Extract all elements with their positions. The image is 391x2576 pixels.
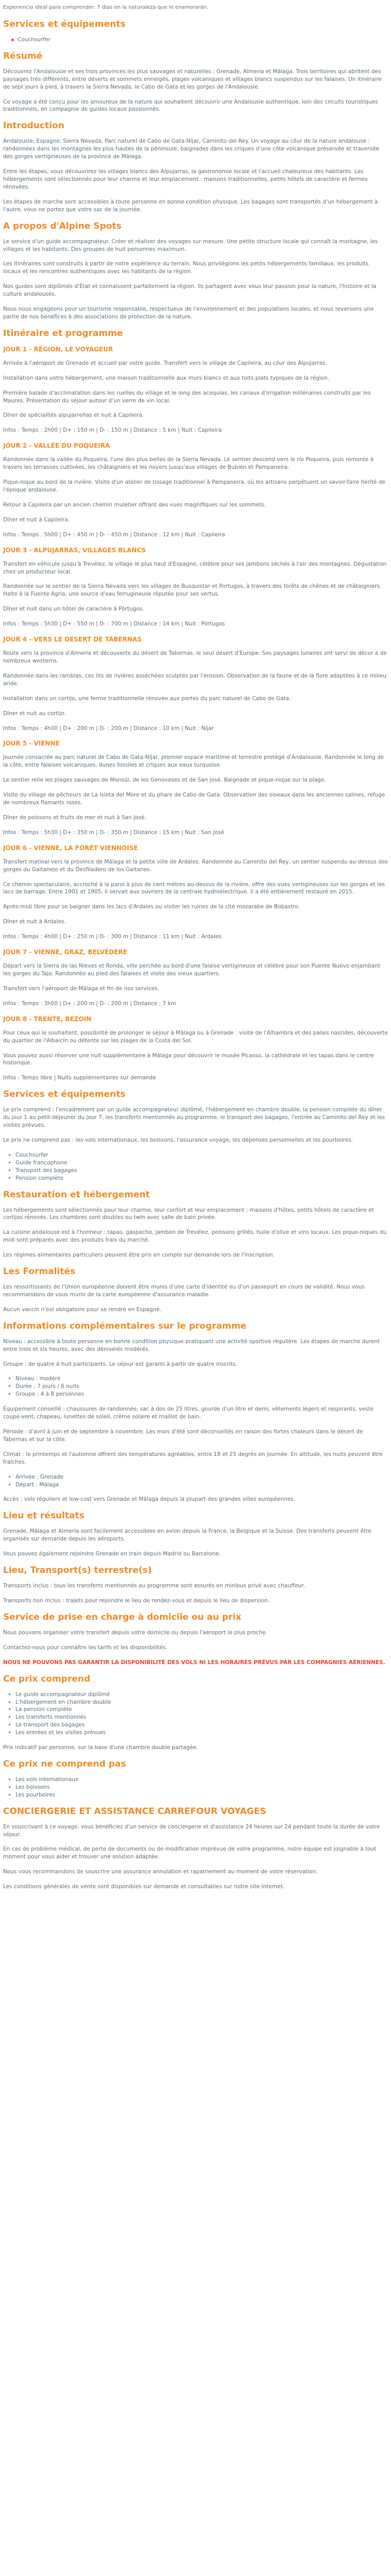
day-paragraph: Randonnée sur le sentier de la Sierra Nevada vers les villages de Busquistar et Portugos, à travers des forêts de chênes et de châtaigniers. Halte à la Fuente Agria, une source d'eau ferrugineuse réputée pour ses vertus. — [3, 583, 382, 598]
day-paragraph: Le sentier relie les plages sauvages de Monsúl, de los Genoveses et de San José. Baignade et pique-nique sur la plage. — [3, 777, 326, 784]
day-paragraph: Dîner de spécialités alpujarreñas et nuit à Capileira. — [3, 412, 144, 419]
day-paragraph: Pour ceux qui le souhaitent, possibilité de prolonger le séjour à Málaga ou à Grenade : visite de l'Alhambra et des palais nasrides, découverte du quartier de l'Albaicín ou détente sur les plages de la Costa del Sol. — [3, 1029, 388, 1044]
services-list — [3, 36, 388, 44]
day-block — [3, 546, 388, 628]
day-paragraph: Première balade d'acclimatation dans les ruelles du village et le long des acequias, les canaux d'irrigation millénaires construits par les Maures. Présentation du séjour autour d'un verre de vin local. — [3, 389, 371, 404]
day-title: JOUR 4 - VERS LE DÉSERT DE TABERNAS — [3, 636, 142, 643]
section-title-insurance: CONCIERGERIE ET ASSISTANCE CARREFOUR VOYAGES — [3, 1806, 267, 1817]
included-list — [3, 1151, 388, 1182]
conditions-paragraph: Les hébergements sont sélectionnés pour leur charme, leur confort et leur emplacement : maisons d'hôtes, petits hôtels de caractère et cortijos rénovés. Les chambres sont doubles ou twin avec salle de bain privée. — [3, 1207, 374, 1221]
transport-paragraph: Transports inclus : tous les transferts mentionnés au programme sont assurés en minibus privé avec chauffeur. — [3, 1583, 305, 1589]
day-paragraph: Dîner et nuit dans un hôtel de caractère à Pórtugos. — [3, 606, 144, 613]
practical-list — [3, 1473, 388, 1489]
day-paragraph: Transfert vers l'aéroport de Málaga et fin de nos services. — [3, 985, 159, 992]
intro-paragraph: Entre les étapes, vous découvrirez les villages blancs des Alpujarras, la gastronomie locale et l'accueil chaleureux des habitants. Les hébergements sont sélectionnés pour leur charme et leur emplacement : maisons traditionnelles, petits hôtels de caractère et fermes rénovées. — [3, 168, 368, 190]
not-included-item: • Les vols internationaux — [15, 1776, 388, 1784]
transport-paragraph: Transports non inclus : trajets pour rejoindre le lieu de rendez-vous et depuis le lieu de dispersion. — [3, 1597, 270, 1604]
day-paragraph: Retour à Capileira par un ancien chemin muletier offrant des vues magnifiques sur les sommets. — [3, 501, 266, 508]
section-title-access: Lieu et résultats — [3, 1511, 85, 1521]
day-paragraph: Dîner et nuit à Capileira. — [3, 516, 70, 523]
included-paragraph: Le prix ne comprend pas : les vols internationaux, les boissons, l'assurance voyage, les dépenses personnelles et les pourboires. — [3, 1137, 353, 1143]
day-paragraph: Dîner de poissons et fruits de mer et nuit à San José. — [3, 814, 146, 821]
section-title-service-booking: Service de prise en charge à domicile ou au prix — [3, 1612, 241, 1622]
day-info: Infos : Temps : 4h00 | D+ : 200 m | D- : 200 m | Distance : 10 km | Nuit : Níjar — [3, 725, 214, 732]
prix-item: • Les entrées et les visites prévues — [15, 1729, 388, 1737]
access-paragraph: Vous pouvez également rejoindre Grenade en train depuis Madrid ou Barcelone. — [3, 1551, 221, 1557]
prix-note: Prix indicatif par personne, sur la base d'une chambre double partagée. — [3, 1744, 199, 1751]
booking-paragraph: Contactez-nous pour connaître les tarifs et les disponibilités. — [3, 1644, 168, 1651]
day-block — [3, 635, 388, 732]
services-item: Couchsurfer — [11, 36, 388, 44]
day-paragraph: Journée consacrée au parc naturel de Cabo de Gata-Níjar, premier espace maritime et terrestre protégé d'Andalousie. Randonnée le long de la côte, entre falaises volcaniques, dunes fossiles et criques aux eaux turquoise. — [3, 754, 384, 769]
apropos-paragraph: Nos guides sont diplômés d'État et connaissent parfaitement la région. Ils partagent avec vous leur passion pour la nature, l'histoire et la culture andalouses. — [3, 283, 377, 298]
section-title-prix: Ce prix comprend — [3, 1673, 91, 1684]
day-paragraph: Pique-nique au bord de la rivière. Visite d'un atelier de tissage traditionnel à Pampaneira, où les artisans perpétuent un savoir-faire hérité de l'époque andalouse. — [3, 479, 386, 493]
practical-item: • Départ : Málaga — [15, 1481, 388, 1489]
insurance-paragraph: En souscrivant à ce voyage, vous bénéficiez d'un service de conciergerie et d'assistance 24 heures sur 24 pendant toute la durée de votre séjour. — [3, 1823, 380, 1838]
day-paragraph: Arrivée à l'aéroport de Grenade et accueil par votre guide. Transfert vers le village de Capileira, au cõur des Alpujarras. — [3, 360, 328, 366]
day-info: Infos : Temps : 2h00 | D+ : 150 m | D- : 150 m | Distance : 5 km | Nuit : Capileira — [3, 427, 222, 434]
day-title: JOUR 2 - VALLÉE DU POQUEIRA — [3, 442, 110, 450]
formalities-paragraph: Les ressortissants de l'Union européenne doivent être munis d'une carte d'identité ou d'un passeport en cours de validité. Nous vous recommandons de vous munir de la carte européenne d'assurance maladie. — [3, 1284, 365, 1298]
day-paragraph: Après-midi libre pour se baigner dans les lacs d'Ardales ou visiter les ruines de la cité mozarabe de Bobastro. — [3, 904, 300, 910]
section-title-conditions: Restauration et hébergement — [3, 1189, 150, 1200]
practical-item: • Niveau : modéré — [15, 1375, 388, 1383]
day-block — [3, 844, 388, 941]
practical-paragraph: Période : d'avril à juin et de septembre à novembre. Les mois d'été sont déconseillés en raison des fortes chaleurs dans le désert de Tabernas et sur la côte. — [3, 1429, 363, 1443]
section-title-intro: Introduction — [3, 121, 64, 131]
included-item: • Couchsurfer — [15, 1151, 388, 1159]
conditions-paragraph: La cuisine andalouse est à l'honneur : tapas, gaspacho, jambon de Trevélez, poissons grillés, huile d'olive et vins locaux. Les pique-niques du midi sont préparés avec des produits frais du marché. — [3, 1229, 387, 1244]
day-info: Infos : Temps : 5h30 | D+ : 350 m | D- : 350 m | Distance : 15 km | Nuit : San José — [3, 829, 224, 836]
apropos-paragraph: Les itinéraires sont construits à partir de notre expérience du terrain. Nous privilégions les petits hébergements familiaux, les produits locaux et les rencontres authentiques avec les habitants de la région. — [3, 261, 369, 275]
section-title-resume: Résumé — [3, 50, 43, 61]
day-block — [3, 442, 388, 538]
booking-paragraph: Nous pouvons organiser votre transfert depuis votre domicile ou depuis l'aéroport le plus proche. — [3, 1629, 268, 1636]
day-info: Infos : Temps : 5h00 | D+ : 450 m | D- : 450 m | Distance : 12 km | Nuit : Capileira — [3, 531, 225, 538]
day-paragraph: Route vers la province d'Almería et découverte du désert de Tabernas, le seul désert d'Europe. Ses paysages lunaires ont servi de décor à de nombreux westerns. — [3, 650, 387, 664]
section-title-transport: Lieu, Transport(s) terrestre(s) — [3, 1565, 152, 1576]
prix-item: • Le transport des bagages — [15, 1721, 388, 1729]
intro-paragraph: Les étapes de marche sont accessibles à toute personne en bonne condition physique. Les bagages sont transportés d'un hébergement à l'autre, vous ne portez que votre sac de la journée. — [3, 198, 378, 213]
day-paragraph: Ce chemin spectaculaire, accroché à la paroi à plus de cent mètres au-dessus de la rivière, offre des vues vertigineuses sur les gorges et les lacs de barrage. Entre 1901 et 1905, il servait aux ouvriers de la centrale hydroélectrique. Il a été entièrement restauré en 2015. — [3, 881, 385, 895]
day-info: Infos : Temps : 3h00 | D+ : 200 m | D- : 200 m | Distance : 7 km — [3, 1000, 176, 1007]
day-paragraph: Randonnée dans les ramblas, ces lits de rivières asséchées sculptés par l'érosion. Observation de la faune et de la flore adaptées à ce milieu aride. — [3, 672, 386, 687]
included-paragraph: Le prix comprend : l'encadrement par un guide accompagnateur diplômé, l'hébergement en chambre double, la pension complète du dîner du jour 1 au petit-déjeuner du jour 7, les transferts mentionnés au programme, le transport des bagages, l'entrée au Caminito del Rey et les visites prévues. — [3, 1107, 385, 1129]
practical-paragraph: Équipement conseillé : chaussures de randonnée, sac à dos de 25 litres, gourde d'un litre et demi, vêtements légers et respirants, veste coupe-vent, chapeau, lunettes de soleil, crème solaire et maillot de bain. — [3, 1406, 374, 1420]
insurance-paragraph: Nous vous recommandons de souscrire une assurance annulation et rapatriement au moment de votre réservation. — [3, 1869, 318, 1875]
included-item: • Pension complète — [15, 1175, 388, 1182]
day-info: Infos : Temps libre | Nuits supplémentaires sur demande — [3, 1075, 156, 1081]
practical-paragraph: Niveau : accessible à toute personne en bonne condition physique pratiquant une activité sportive régulière. Les étapes de marche durent entre trois et six heures, avec des dénivelés modérés. — [3, 1338, 380, 1352]
prix-list — [3, 1691, 388, 1737]
booking-warning: NOUS NE POUVONS PAS GARANTIR LA DISPONIBILITÉ DES VOLS NI LES HORAIRES PRÉVUS PAR LES COMPAGNIES AÉRIENNES. — [3, 1659, 385, 1666]
practical-paragraph: Groupe : de quatre à huit participants. Le séjour est garanti à partir de quatre inscrits. — [3, 1361, 237, 1367]
section-title-services: Services et équipements — [3, 19, 126, 29]
practical-list — [3, 1375, 388, 1398]
practical-item: • Groupe : 4 à 8 personnes — [15, 1391, 388, 1398]
day-paragraph: Départ vers la Sierra de las Nieves et Ronda, ville perchée au bord d'une falaise vertigineuse et célèbre pour son Puente Nuevo enjambant les gorges du Tajo. Randonnée au pied des falaises et visite des vieux quartiers. — [3, 963, 381, 977]
apropos-paragraph: Le service d'un guide accompagnateur. Créer et réaliser des voyages sur mesure. Une petite structure locale qui connaît la montagne, les villages et les habitants. Des groupes de huit personnes maximum. — [3, 238, 378, 252]
intro-paragraph: Andalousie, Espagne, Sierra Nevada, Parc naturel de Cabo de Gata-Níjar, Caminito del Rey. Un voyage au cõur de la nature andalouse : randonnées dans les montagnes les plus hautes de la péninsule, baignades dans les criques d'une côte volcanique préservée et traversée des gorges vertigineuses de la province de Málaga. — [3, 138, 380, 160]
day-paragraph: Dîner et nuit au cortijo. — [3, 710, 66, 717]
day-block — [3, 1015, 388, 1082]
day-info: Infos : Temps : 5h30 | D+ : 550 m | D- : 700 m | Distance : 14 km | Nuit : Pórtugos — [3, 621, 225, 628]
day-title: JOUR 3 - ALPUJARRAS, VILLAGES BLANCS — [3, 546, 146, 554]
practical-item: • Arrivée : Grenade — [15, 1473, 388, 1481]
day-info: Infos : Temps : 4h00 | D+ : 250 m | D- : 300 m | Distance : 11 km | Nuit : Ardales — [3, 934, 222, 940]
day-title: JOUR 7 - VIENNE, GRAZ, BELVÉDÈRE — [3, 948, 127, 956]
section-title-not-included: Ce prix ne comprend pas — [3, 1758, 126, 1769]
day-paragraph: Dîner et nuit à Ardales. — [3, 919, 66, 925]
access-paragraph: Grenade, Málaga et Almería sont facilement accessibles en avion depuis la France, la Belgique et la Suisse. Des transferts peuvent être organisés sur demande depuis les aéroports. — [3, 1528, 371, 1543]
included-item: • Guide francophone — [15, 1159, 388, 1167]
day-paragraph: Transfert en véhicule jusqu'à Trevélez, le village le plus haut d'Espagne, célèbre pour ses jambons séchés à l'air des montagnes. Dégustation chez un producteur local. — [3, 561, 387, 575]
section-title-included: Services et équipements — [3, 1089, 126, 1100]
day-paragraph: Visite du village de pêcheurs de La Isleta del Moro et du phare de Cabo de Gata. Observation des oiseaux dans les anciennes salines, refuge de nombreux flamants roses. — [3, 792, 385, 806]
resume-paragraph: Ce voyage a été conçu pour les amoureux de la nature qui souhaitent découvrir une Andalousie authentique, loin des circuits touristiques traditionnels, en compagnie de guides locaux passionnés. — [3, 98, 378, 113]
page — [0, 4, 391, 1891]
practical-item: • Durée : 7 jours / 6 nuits — [15, 1383, 388, 1391]
prix-item: • La pension complète — [15, 1706, 388, 1714]
day-paragraph: Randonnée dans la vallée du Poqueira, l'une des plus belles de la Sierra Nevada. Le sentier descend vers le río Poqueira, puis remonte à travers les terrasses cultivées, les châtaigniers et les noyers jusqu'aux villages de Bubión et Pampaneira. — [3, 456, 374, 471]
day-title: JOUR 1 - RÉGION, LE VOYAGEUR — [3, 345, 113, 353]
resume-paragraph: Découvrez l'Andalousie et ses trois provinces les plus sauvages et naturelles : Grenade, Almería et Málaga. Trois territoires qui abritent des paysages très différents, entre déserts et sommets enneigés, plages volcaniques et villages blancs suspendus sur les falaises. Un itinéraire de sept jours à pied, à travers la Sierra Nevada, le Cabo de Gata et les gorges de l'Andalousie. — [3, 68, 382, 90]
prix-item: • L'hébergement en chambre double — [15, 1699, 388, 1706]
day-paragraph: Installation dans votre hébergement, une maison traditionnelle aux murs blancs et aux toits plats typiques de la région. — [3, 375, 330, 381]
prix-item: • Les transferts mentionnés — [15, 1714, 388, 1721]
practical-paragraph: Climat : le printemps et l'automne offrent des températures agréables, entre 18 et 25 degrés en journée. En altitude, les nuits peuvent être fraîches. — [3, 1451, 383, 1465]
day-paragraph: Installation dans un cortijo, une ferme traditionnelle rénovée aux portes du parc naturel de Cabo de Gata. — [3, 695, 291, 702]
section-title-formalities: Les Formalités — [3, 1266, 76, 1277]
day-title: JOUR 8 - TRENTE, BÉZOIN — [3, 1015, 92, 1023]
day-block — [3, 739, 388, 836]
day-block — [3, 948, 388, 1008]
formalities-paragraph: Aucun vaccin n'est obligatoire pour se rendre en Espagne. — [3, 1306, 161, 1313]
day-block — [3, 345, 388, 434]
day-title: JOUR 5 - VIENNE — [3, 740, 60, 748]
not-included-item: • Les boissons — [15, 1784, 388, 1791]
insurance-paragraph: Les conditions générales de vente sont disponibles sur demande et consultables sur notre site internet. — [3, 1884, 285, 1890]
not-included-item: • Les pourboires — [15, 1791, 388, 1799]
day-paragraph: Vous pouvez aussi réserver une nuit supplémentaire à Málaga pour découvrir le musée Picasso, la cathédrale et les tapas dans le centre historique. — [3, 1052, 374, 1066]
intro-line: Experiencia ideal para comprender: 7 días en la naturaleza que le enamorarán. — [3, 5, 209, 10]
insurance-paragraph: En cas de problème médical, de perte de documents ou de modification imprévue de votre programme, notre équipe est joignable à tout moment pour vous aider et trouver une solution adaptée. — [3, 1846, 377, 1860]
included-item: • Transport des bagages — [15, 1167, 388, 1175]
prix-item: • Le guide accompagnateur diplômé — [15, 1691, 388, 1699]
section-title-practical: Informations complémentaires sur le programme — [3, 1320, 247, 1331]
not-included-list — [3, 1776, 388, 1799]
day-paragraph: Transfert matinal vers la province de Málaga et la petite ville de Ardales. Randonnée au Caminito del Rey, un sentier suspendu au-dessus des gorges du Gaitanejo et du Desfiladero de los Gaitanes. — [3, 858, 388, 873]
apropos-paragraph: Nous nous engageons pour un tourisme responsable, respectueux de l'environnement et des populations locales, et nous reversons une partie de nos bénéfices à des associations de protection de la nature. — [3, 306, 374, 320]
practical-paragraph: Accès : vols réguliers et low-cost vers Grenade et Málaga depuis la plupart des grandes villes européennes. — [3, 1496, 296, 1503]
day-title: JOUR 6 - VIENNE, LA FORÊT VIENNOISE — [3, 844, 138, 852]
section-title-itinerary: Itinéraire et programme — [3, 328, 123, 338]
section-title-apropos: A propos d'Alpine Spots — [3, 221, 122, 231]
conditions-paragraph: Les régimes alimentaires particuliers peuvent être pris en compte sur demande lors de l'inscription. — [3, 1252, 275, 1259]
